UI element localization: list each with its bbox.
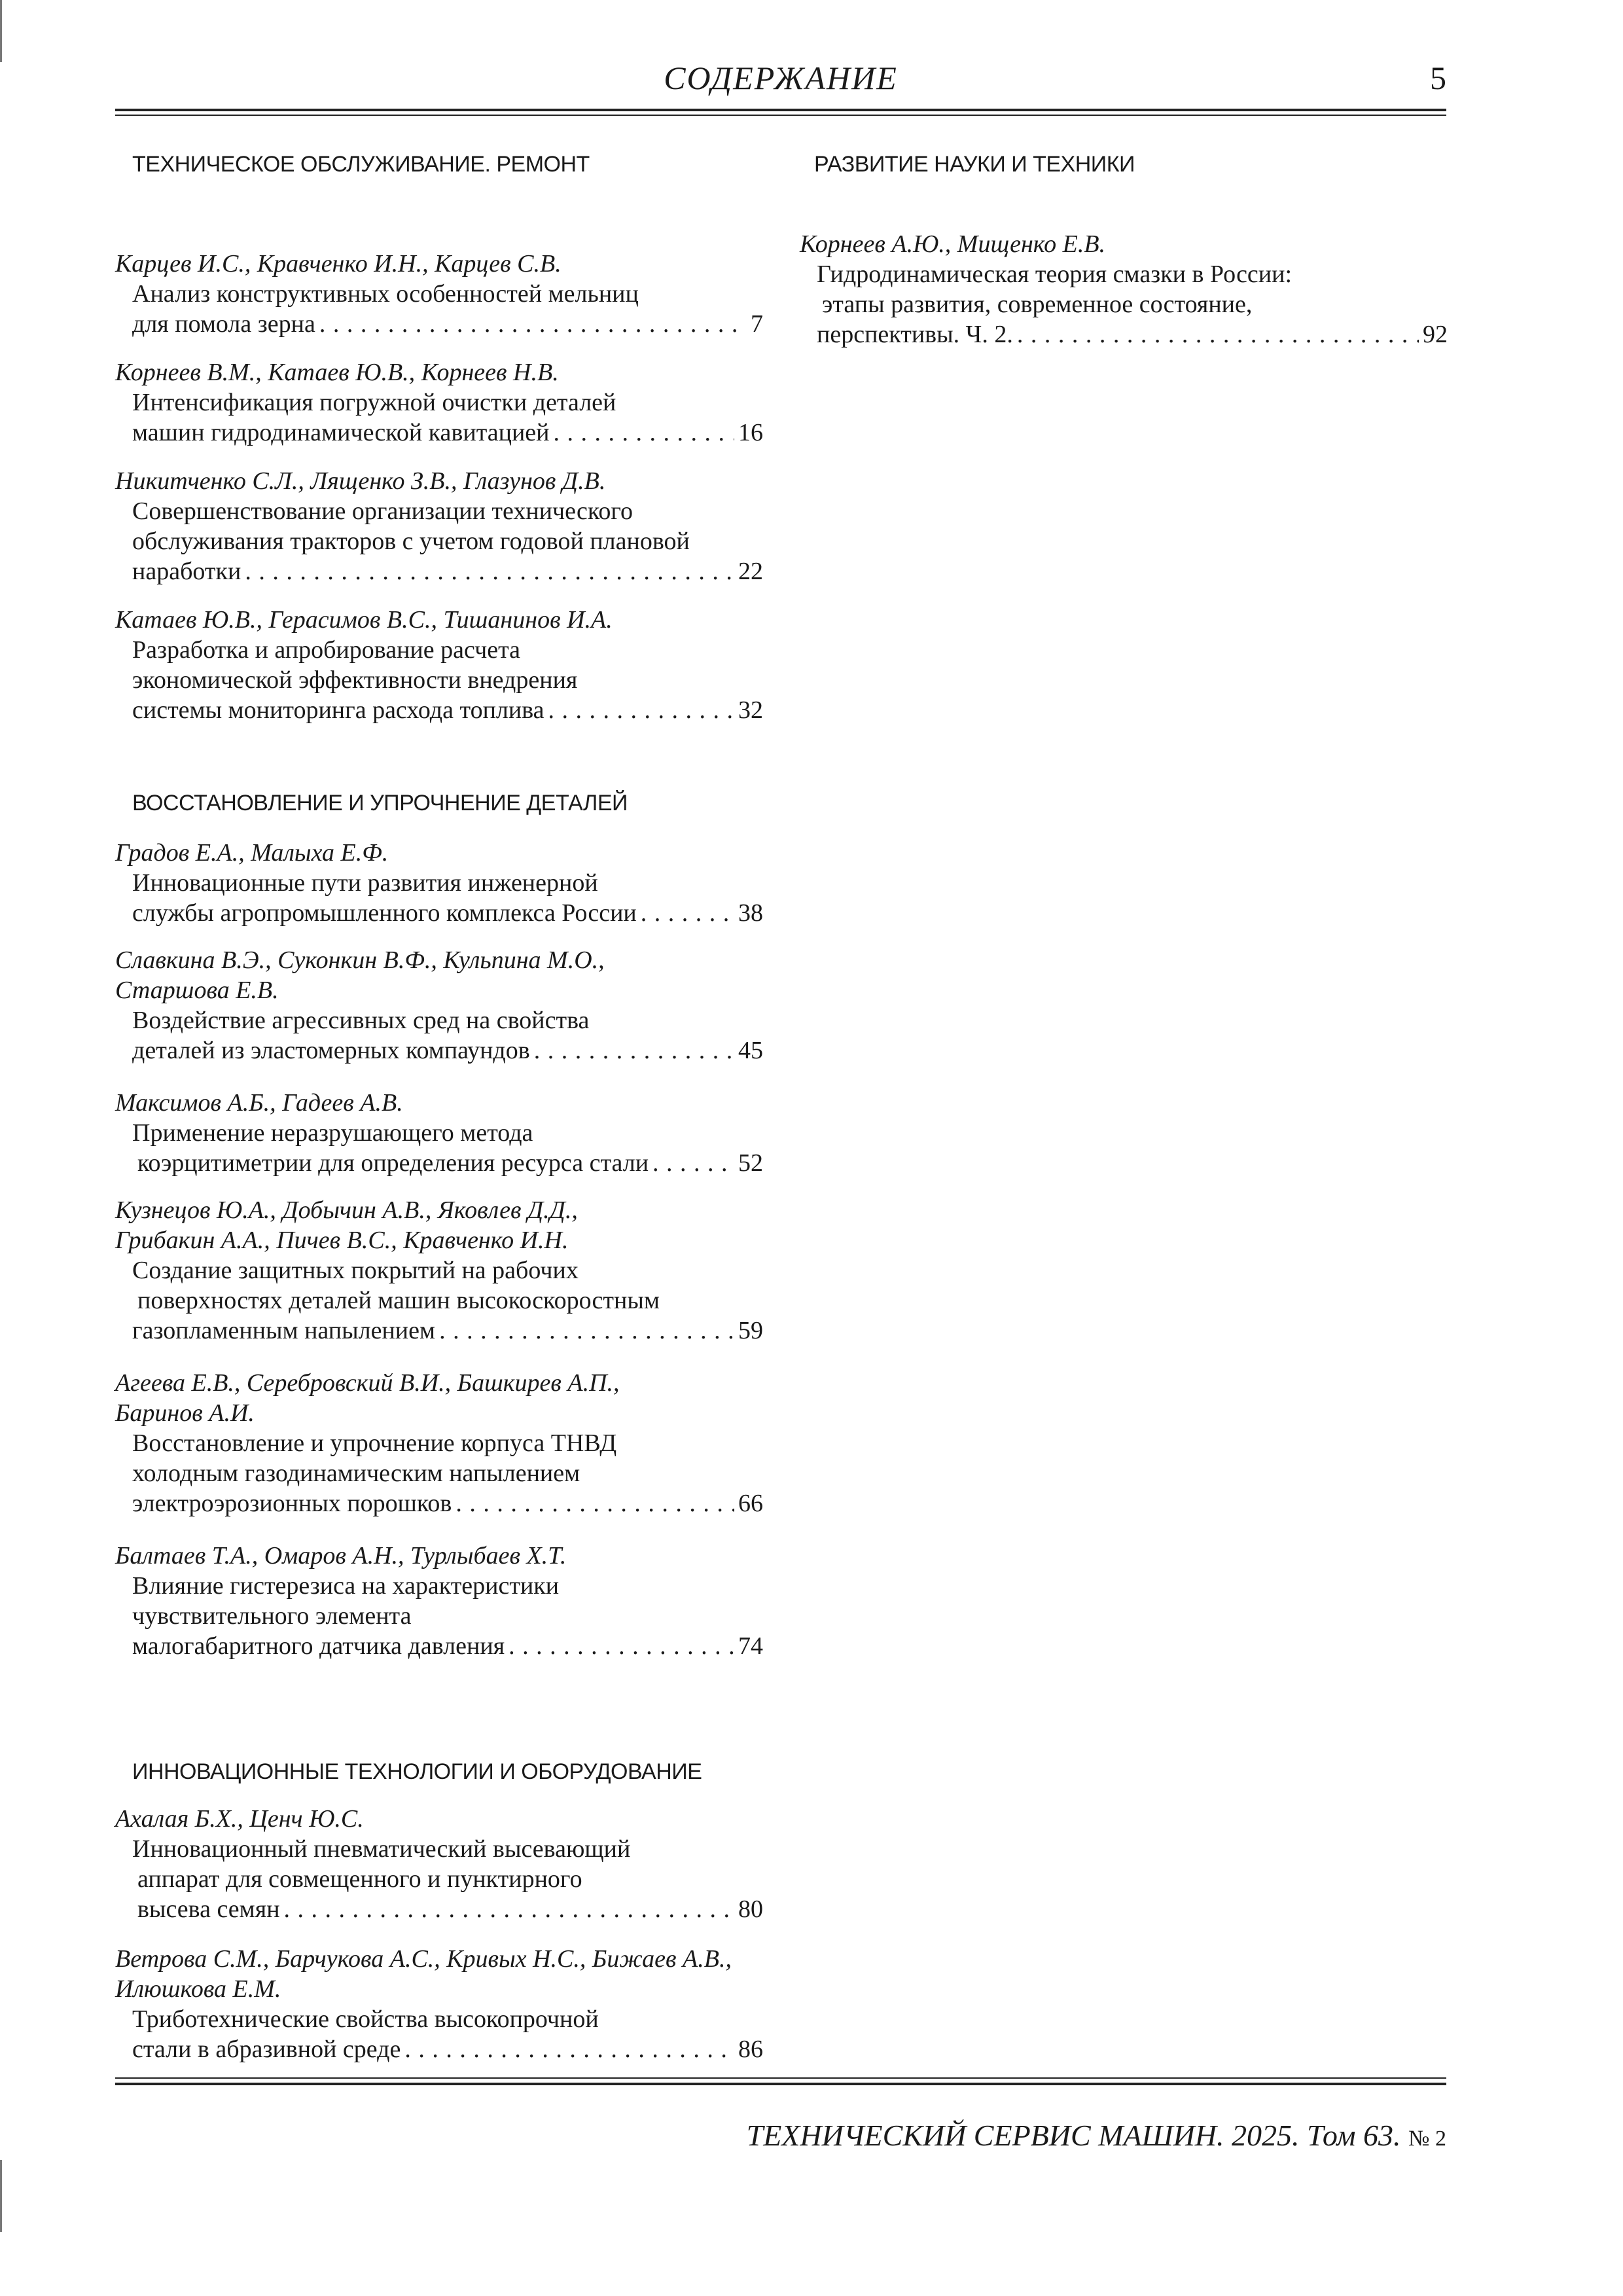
entry-title-end: малогабаритного датчика давления (132, 1632, 505, 1660)
entry-last-line (115, 309, 763, 339)
entry-last-line (115, 1894, 763, 1924)
entry-title-end: коэрцитиметрии для определения ресурса стали (137, 1149, 649, 1177)
entry-authors: Баринов А.И. (115, 1399, 255, 1427)
journal-citation: ТЕХНИЧЕСКИЙ СЕРВИС МАШИН. 2025. Том 63. (746, 2119, 1401, 2152)
entry-last-line (115, 1316, 763, 1346)
entry-last-line (115, 1035, 763, 1066)
entry-page-number: 32 (738, 696, 763, 724)
dot-leader (534, 1035, 734, 1066)
entry-title-line: Триботехнические свойства высокопрочной (132, 2005, 599, 2033)
toc-entry[interactable] (115, 945, 763, 1066)
entry-authors: Максимов А.Б., Гадеев А.В. (115, 1089, 403, 1117)
dot-leader (554, 418, 734, 448)
entry-authors: Ветрова С.М., Барчукова А.С., Кривых Н.С., Бижаев А.В., (115, 1945, 732, 1973)
entry-authors: Корнеев А.Ю., Мищенко Е.В. (800, 230, 1106, 258)
entry-last-line (115, 556, 763, 586)
entry-page-number: 59 (738, 1317, 763, 1344)
dot-leader (652, 1148, 734, 1178)
entry-last-line (115, 898, 763, 928)
entry-authors: Никитченко С.Л., Лященко З.В., Глазунов Д.В. (115, 467, 606, 495)
entry-last-line (115, 1148, 763, 1178)
entry-title-line: Разработка и апробирование расчета (132, 636, 521, 664)
entry-page-number: 52 (738, 1149, 763, 1177)
entry-title-line: Воздействие агрессивных сред на свойства (132, 1007, 590, 1034)
entry-title-line: экономической эффективности внедрения (132, 666, 578, 694)
page-edge-mark (0, 0, 2, 62)
issue-number: № 2 (1408, 2126, 1446, 2151)
dot-leader (1017, 319, 1419, 350)
toc-entry[interactable] (115, 249, 763, 339)
entry-page-number: 38 (738, 899, 763, 927)
entry-title-end: газопламенным напылением (132, 1317, 436, 1344)
entry-title-line: холодным газодинамическим напылением (132, 1460, 580, 1487)
entry-title-line: Анализ конструктивных особенностей мельниц (132, 280, 639, 308)
entry-title-end: высева семян (137, 1895, 280, 1923)
footer-rule (115, 2077, 1446, 2079)
toc-entry[interactable] (115, 1368, 763, 1518)
entry-title-end: электроэрозионных порошков (132, 1490, 452, 1517)
entry-title-line: Инновационный пневматический высевающий (132, 1835, 631, 1863)
entry-title-end: системы мониторинга расхода топлива (132, 696, 544, 724)
entry-title-line: аппарат для совмещенного и пунктирного (137, 1865, 582, 1893)
section-heading: ВОССТАНОВЛЕНИЕ И УПРОЧНЕНИЕ ДЕТАЛЕЙ (132, 791, 628, 816)
entry-page-number: 74 (738, 1632, 763, 1660)
entry-last-line (115, 695, 763, 725)
entry-authors: Илюшкова Е.М. (115, 1975, 281, 2003)
entry-title-line: чувствительного элемента (132, 1602, 412, 1630)
entry-title-line: Совершенствование организации технического (132, 497, 633, 525)
section-heading: ИННОВАЦИОННЫЕ ТЕХНОЛОГИИ И ОБОРУДОВАНИЕ (132, 1759, 702, 1784)
section-heading: ТЕХНИЧЕСКОЕ ОБСЛУЖИВАНИЕ. РЕМОНТ (132, 152, 590, 177)
entry-title-line: Создание защитных покрытий на рабочих (132, 1257, 579, 1284)
toc-entry[interactable] (115, 1088, 763, 1178)
entry-title-end: перспективы. Ч. 2. (817, 321, 1013, 348)
dot-leader (548, 695, 734, 725)
dot-leader (404, 2034, 734, 2064)
entry-authors: Катаев Ю.В., Герасимов В.С., Тишанинов И.А. (115, 606, 613, 634)
dot-leader (319, 309, 747, 339)
entry-last-line (800, 319, 1448, 350)
entry-title-line: Инновационные пути развития инженерной (132, 869, 598, 897)
entry-authors: Градов Е.А., Малыха Е.Ф. (115, 839, 389, 867)
entry-title-end: стали в абразивной среде (132, 2036, 401, 2063)
entry-page-number: 92 (1423, 321, 1448, 348)
entry-title-end: деталей из эластомерных компаундов (132, 1037, 530, 1064)
page-title: СОДЕРЖАНИЕ (664, 60, 898, 96)
toc-entry[interactable] (115, 1195, 763, 1346)
entry-page-number: 66 (738, 1490, 763, 1517)
entry-title-line: Влияние гистерезиса на характеристики (132, 1572, 560, 1600)
entry-authors: Кузнецов Ю.А., Добычин А.В., Яковлев Д.Д., (115, 1196, 578, 1224)
entry-title-line: Применение неразрушающего метода (132, 1119, 533, 1147)
entry-page-number: 86 (738, 2036, 763, 2063)
section-heading: РАЗВИТИЕ НАУКИ И ТЕХНИКИ (814, 152, 1135, 177)
entry-page-number: 16 (738, 419, 763, 446)
toc-entry[interactable] (115, 605, 763, 725)
entry-authors: Корнеев В.М., Катаев Ю.В., Корнеев Н.В. (115, 359, 559, 386)
entry-title-end: для помола зерна (132, 310, 315, 338)
entry-page-number: 22 (738, 558, 763, 585)
entry-title-end: наработки (132, 558, 241, 585)
running-footer (115, 2118, 1446, 2153)
dot-leader (245, 556, 734, 586)
toc-entry[interactable] (115, 838, 763, 928)
page-number: 5 (1430, 60, 1446, 96)
entry-title-end: службы агропромышленного комплекса России (132, 899, 637, 927)
entry-last-line (115, 2034, 763, 2064)
entry-title-line: поверхностях деталей машин высокоскоростным (137, 1287, 660, 1314)
header-rule (115, 109, 1446, 111)
entry-authors: Старшова Е.В. (115, 977, 279, 1004)
entry-title-line: Гидродинамическая теория смазки в России: (817, 260, 1293, 288)
entry-last-line (115, 418, 763, 448)
toc-entry[interactable] (115, 1944, 763, 2064)
entry-authors: Ахалая Б.Х., Ценч Ю.С. (115, 1805, 364, 1833)
toc-entry[interactable] (115, 466, 763, 586)
entry-authors: Балтаев Т.А., Омаров А.Н., Турлыбаев Х.Т. (115, 1542, 567, 1570)
entry-last-line (115, 1488, 763, 1518)
entry-title-end: машин гидродинамической кавитацией (132, 419, 550, 446)
entry-page-number: 80 (738, 1895, 763, 1923)
page-header (115, 59, 1446, 111)
dot-leader (641, 898, 734, 928)
toc-entry[interactable] (115, 1541, 763, 1661)
page-edge-mark (0, 2160, 2, 2232)
entry-page-number: 45 (738, 1037, 763, 1064)
entry-authors: Славкина В.Э., Суконкин В.Ф., Кульпина М.О., (115, 946, 605, 974)
toc-entry[interactable] (115, 357, 763, 448)
entry-authors: Грибакин А.А., Пичев В.С., Кравченко И.Н. (115, 1227, 569, 1254)
entry-last-line (115, 1631, 763, 1661)
entry-title-line: обслуживания тракторов с учетом годовой плановой (132, 528, 690, 555)
dot-leader (508, 1631, 734, 1661)
entry-title-line: этапы развития, современное состояние, (822, 291, 1253, 318)
dot-leader (455, 1488, 734, 1518)
footer-rule (115, 2083, 1446, 2085)
toc-entry[interactable] (800, 229, 1448, 350)
entry-authors: Карцев И.С., Кравченко И.Н., Карцев С.В. (115, 250, 562, 278)
dot-leader (284, 1894, 734, 1924)
toc-entry[interactable] (115, 1804, 763, 1924)
entry-title-line: Интенсификация погружной очистки деталей (132, 389, 616, 416)
entry-title-line: Восстановление и упрочнение корпуса ТНВД (132, 1429, 617, 1457)
dot-leader (439, 1316, 734, 1346)
entry-authors: Агеева Е.В., Серебровский В.И., Башкирев А.П., (115, 1369, 620, 1397)
header-rule (115, 115, 1446, 116)
entry-page-number: 7 (751, 310, 763, 338)
